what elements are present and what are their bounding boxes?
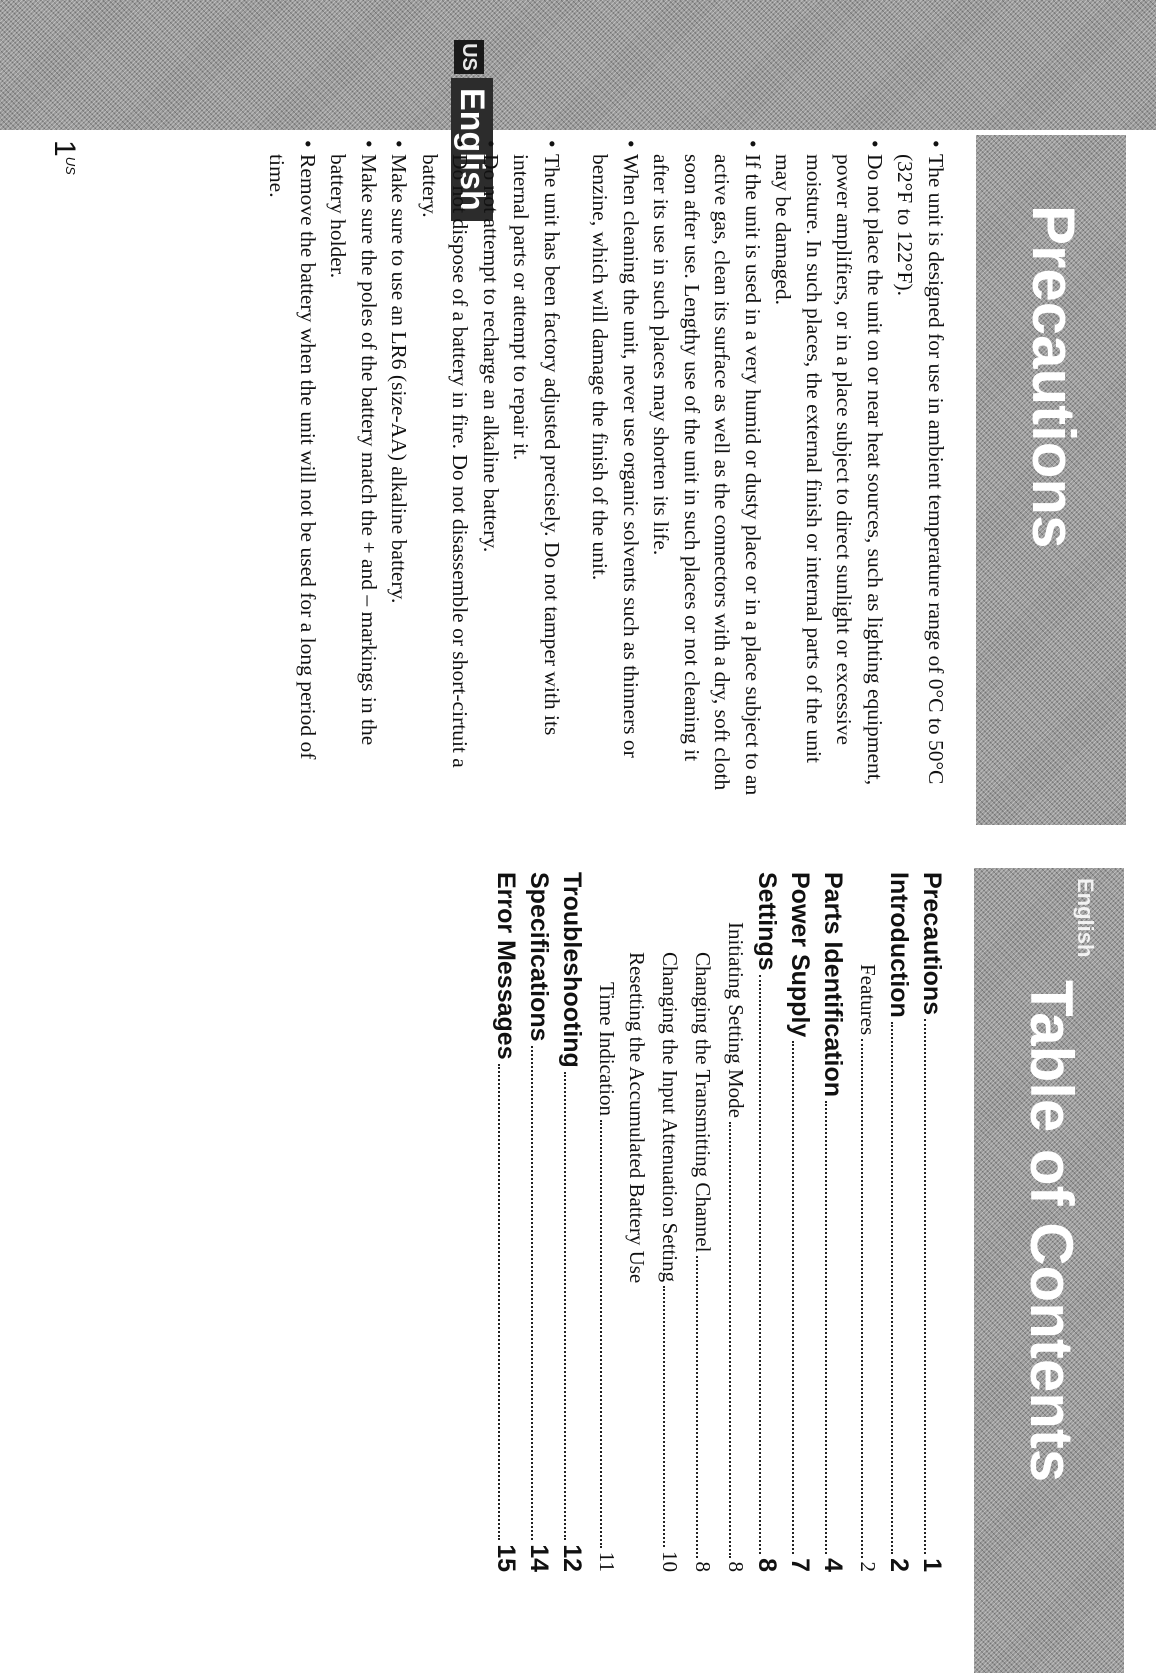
precautions-list: [262, 140, 951, 800]
dot-leader: [498, 1064, 500, 1541]
precaution-item: • When cleaning the unit, never use organic solvents such as thinners or benzine, which will damage the finish of the unit.: [585, 140, 646, 800]
dot-leader: [564, 1072, 566, 1540]
toc-entry-transmitting-channel: [682, 872, 715, 1572]
precautions-title: Precautions: [1020, 205, 1087, 549]
precaution-item: • Make sure to use an LR6 (size-AA) alkaline battery.: [384, 140, 415, 800]
toc-entry-page: 15: [492, 1544, 520, 1572]
toc-entry-label: Introduction: [885, 872, 913, 1018]
toc-entry-label: Precautions: [918, 872, 946, 1016]
precaution-item: • Do not attempt to recharge an alkaline battery.: [476, 140, 507, 800]
toc-entry-page: 10: [658, 1551, 682, 1572]
country-tag: US: [454, 40, 484, 74]
toc-entry-features: [847, 872, 880, 1572]
toc-entry-input-attenuation: [649, 872, 682, 1572]
dot-leader: [531, 1046, 533, 1541]
language-label: English: [451, 78, 493, 221]
dot-leader: [663, 1286, 665, 1547]
toc-entry-page: 11: [595, 1551, 619, 1572]
toc-entry-label: Initiating Setting Mode: [724, 922, 748, 1118]
precaution-item: • If the unit is used in a very humid or dusty place or in a place subject to an active gas, clean its surface as well as the connectors with a dry, soft cloth soon after use. Lengthy use of the unit in such places or not cleaning it after its use in such places may shorten its life.: [646, 140, 768, 800]
toc-entry-error-messages: [487, 872, 520, 1572]
toc-entry-initiating-setting-mode: [715, 872, 748, 1572]
precaution-item: • Remove the battery when the unit will not be used for a long period of time.: [262, 140, 323, 800]
toc-entry-label: Parts Identification: [819, 872, 847, 1098]
toc-entry-page: 7: [786, 1558, 814, 1572]
dot-leader: [729, 1122, 731, 1558]
toc-entry-label: Changing the Transmitting Channel: [691, 952, 715, 1253]
toc-entry-resetting-battery-use: [619, 872, 649, 1572]
precaution-item: • Do not dispose of a battery in fire. Do not disassemble or short-cirtuit a battery.: [415, 140, 476, 800]
toc-entry-label: Time Indication: [595, 982, 619, 1116]
precautions-banner: [976, 135, 1126, 825]
toc-entry-page: 2: [885, 1558, 913, 1572]
toc-entry-specifications: [520, 872, 553, 1572]
toc-entry-page: 1: [918, 1558, 946, 1572]
dot-leader: [861, 1039, 863, 1557]
dot-leader: [792, 1041, 794, 1554]
toc-entry-page: 14: [525, 1544, 553, 1572]
dot-leader: [759, 975, 761, 1554]
dot-leader: [696, 1256, 698, 1557]
precaution-item: • Do not place the unit on or near heat sources, such as lighting equipment, power amplifiers, or in a place subject to direct sunlight or excessive moisture. In such places, the external finish or internal parts of the unit may be damaged.: [768, 140, 890, 800]
toc-entry-label: Specifications: [525, 872, 553, 1042]
page-number: [47, 140, 81, 175]
toc-entry-label: Power Supply: [786, 872, 814, 1038]
toc-entry-troubleshooting: [553, 872, 586, 1572]
toc-entry-time-indication: [586, 872, 619, 1572]
toc-entry-label: Error Messages: [492, 872, 520, 1060]
dot-leader: [924, 1019, 926, 1554]
toc-language-tag: English: [1073, 878, 1098, 958]
precaution-item: • Make sure the poles of the battery match the + and – markings in the battery holder.: [323, 140, 384, 800]
toc-entry-precautions: [913, 872, 946, 1572]
toc-entry-label: Settings: [753, 872, 781, 971]
toc-entry-parts-identification: [814, 872, 847, 1572]
toc-title: Table of Contents: [1018, 980, 1085, 1483]
toc-entry-label: Resetting the Accumulated Battery Use: [625, 952, 649, 1284]
dot-leader: [891, 1022, 893, 1554]
dot-leader: [600, 1120, 602, 1548]
toc-entry-page: 4: [819, 1558, 847, 1572]
precaution-item: • The unit has been factory adjusted precisely. Do not tamper with its internal parts or attempt to repair it.: [506, 140, 567, 800]
page-number-suffix: US: [63, 156, 78, 175]
dot-leader: [825, 1101, 827, 1554]
toc-entry-page: 8: [724, 1561, 748, 1572]
toc-entry-introduction: [880, 872, 913, 1572]
toc-entry-power-supply: [781, 872, 814, 1572]
toc-entry-label: Changing the Input Attenuation Setting: [658, 952, 682, 1283]
toc-entry-settings: [748, 872, 781, 1572]
toc-entry-page: 12: [558, 1544, 586, 1572]
precaution-item: • The unit is designed for use in ambient temperature range of 0°C to 50°C (32°F to 122°F).: [890, 140, 951, 800]
toc-entry-page: 8: [753, 1558, 781, 1572]
toc-entry-page: 2: [856, 1561, 880, 1572]
toc-entry-label: Features: [856, 964, 880, 1036]
table-of-contents: [487, 872, 946, 1572]
toc-entry-label: Troubleshooting: [558, 872, 586, 1068]
toc-banner: [974, 868, 1124, 1673]
toc-entry-page: 8: [691, 1561, 715, 1572]
language-band: [0, 0, 1156, 211]
page-number-value: 1: [48, 140, 81, 157]
